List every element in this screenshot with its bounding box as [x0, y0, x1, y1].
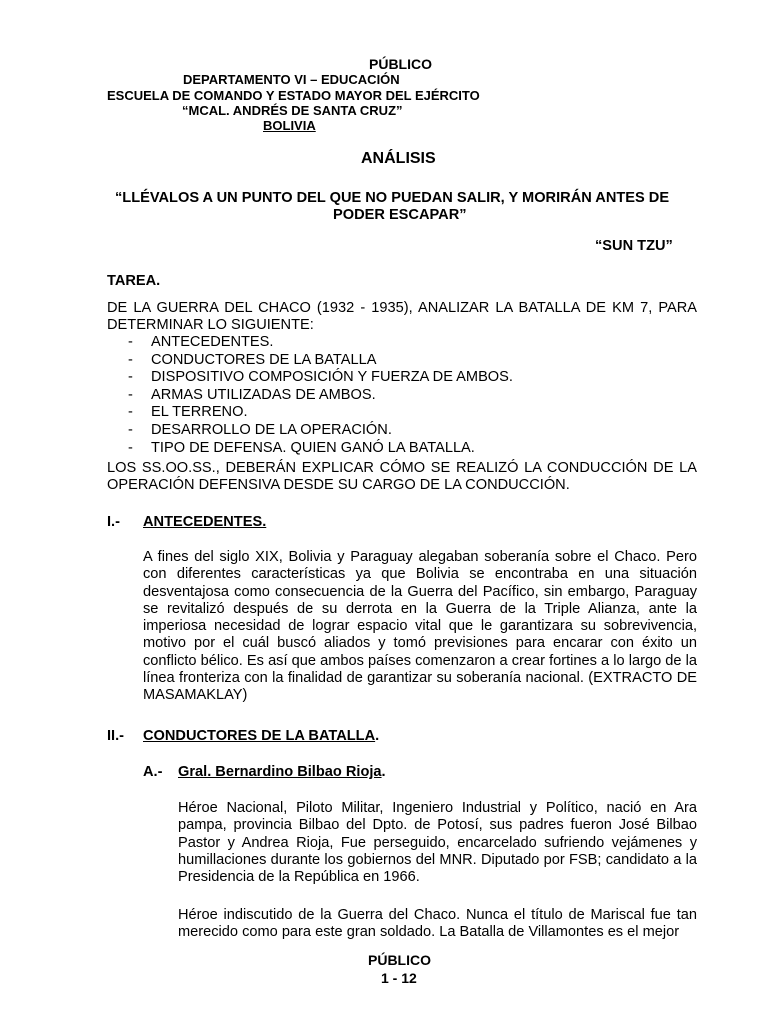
quote-line-2: PODER ESCAPAR” [333, 207, 467, 223]
list-dash: - [128, 369, 133, 386]
list-dash: - [128, 404, 133, 421]
section-2-number: II.- [107, 728, 125, 744]
list-item-text: DESARROLLO DE LA OPERACIÓN. [151, 421, 392, 438]
list-item [128, 352, 513, 370]
subsection-a-title: Gral. Bernardino Bilbao Rioja. [178, 764, 386, 780]
subsection-a-paragraph-1: Héroe Nacional, Piloto Militar, Ingeniero Industrial y Político, nació en Ara pampa, provincia Bilbao del Dpto. de Potosí, sus padres fueron José Bilbao Pastor y Andrea Rioja, Fue perseguido, encarcelado sufriendo vejámenes y humillaciones durante los gobiernos del MNR. Diputado por FSB; candidato a la Presidencia de la República en 1966. [178, 800, 697, 886]
list-dash: - [128, 334, 133, 350]
document-title: ANÁLISIS [361, 150, 436, 167]
task-heading: TAREA. [107, 273, 161, 289]
list-dash: - [128, 439, 133, 456]
task-intro: DE LA GUERRA DEL CHACO (1932 - 1935), ANALIZAR LA BATALLA DE KM 7, PARA DETERMINAR LO SIGUIENTE: [107, 300, 697, 334]
list-dash: - [128, 351, 133, 368]
list-item-text: ANTECEDENTES. [151, 334, 274, 350]
section-1-number: I.- [107, 514, 120, 530]
list-item [128, 369, 513, 387]
header-classification: PÚBLICO [369, 56, 432, 72]
subsection-a-number: A.- [143, 764, 163, 780]
quote-author: “SUN TZU” [595, 238, 673, 254]
list-item [128, 440, 513, 458]
header-school: ESCUELA DE COMANDO Y ESTADO MAYOR DEL EJÉRCITO [107, 88, 480, 103]
section-1-paragraph: A fines del siglo XIX, Bolivia y Paraguay alegaban soberanía sobre el Chaco. Pero con diferentes características ya que Bolivia se encontraba en una situación desventajosa como consecuencia de la Guerra del Pacífico, sin embargo, Paraguay se revitalizó después de su derrota en la Guerra de la Triple Alianza, ante la imperiosa necesidad de lograr espacio vital que le garantizara su sobrevivencia, motivo por el cuál buscó aliados y tomó previsiones para encarar con éxito un conflicto bélico. Es así que ambos países comenzaron a crear fortines a lo largo de la línea fronteriza con la finalidad de garantizar su soberanía nacional. (EXTRACTO DE MASAMAKLAY) [143, 549, 697, 704]
list-dash: - [128, 421, 133, 438]
header-department: DEPARTAMENTO VI – EDUCACIÓN [183, 72, 400, 87]
list-item [128, 387, 513, 405]
list-item [128, 334, 513, 352]
task-list [128, 334, 513, 457]
footer-classification: PÚBLICO [368, 952, 431, 968]
header-country: BOLIVIA [263, 118, 316, 133]
list-item-text: ARMAS UTILIZADAS DE AMBOS. [151, 386, 376, 403]
list-item-text: DISPOSITIVO COMPOSICIÓN Y FUERZA DE AMBOS. [151, 369, 513, 386]
list-item [128, 422, 513, 440]
list-item-text: CONDUCTORES DE LA BATALLA [151, 351, 377, 368]
list-item [128, 404, 513, 422]
list-item-text: TIPO DE DEFENSA. QUIEN GANÓ LA BATALLA. [151, 439, 475, 456]
section-2-title: CONDUCTORES DE LA BATALLA. [143, 728, 380, 744]
list-item-text: EL TERRENO. [151, 404, 248, 421]
task-closing: LOS SS.OO.SS., DEBERÁN EXPLICAR CÓMO SE REALIZÓ LA CONDUCCIÓN DE LA OPERACIÓN DEFENSIVA DESDE SU CARGO DE LA CONDUCCIÓN. [107, 460, 697, 494]
list-dash: - [128, 386, 133, 403]
section-2-title-text: CONDUCTORES DE LA BATALLA [143, 728, 376, 744]
subsection-a-paragraph-2: Héroe indiscutido de la Guerra del Chaco. Nunca el título de Mariscal fue tan merecido como para este gran soldado. La Batalla de Villamontes es el mejor [178, 907, 697, 941]
footer-page-number: 1 - 12 [381, 970, 417, 986]
section-1-title: ANTECEDENTES. [143, 514, 267, 530]
subsection-a-title-text: Gral. Bernardino Bilbao Rioja [178, 764, 382, 780]
quote-line-1: “LLÉVALOS A UN PUNTO DEL QUE NO PUEDAN SALIR, Y MORIRÁN ANTES DE [115, 190, 670, 206]
header-school-name: “MCAL. ANDRÉS DE SANTA CRUZ” [182, 103, 403, 118]
